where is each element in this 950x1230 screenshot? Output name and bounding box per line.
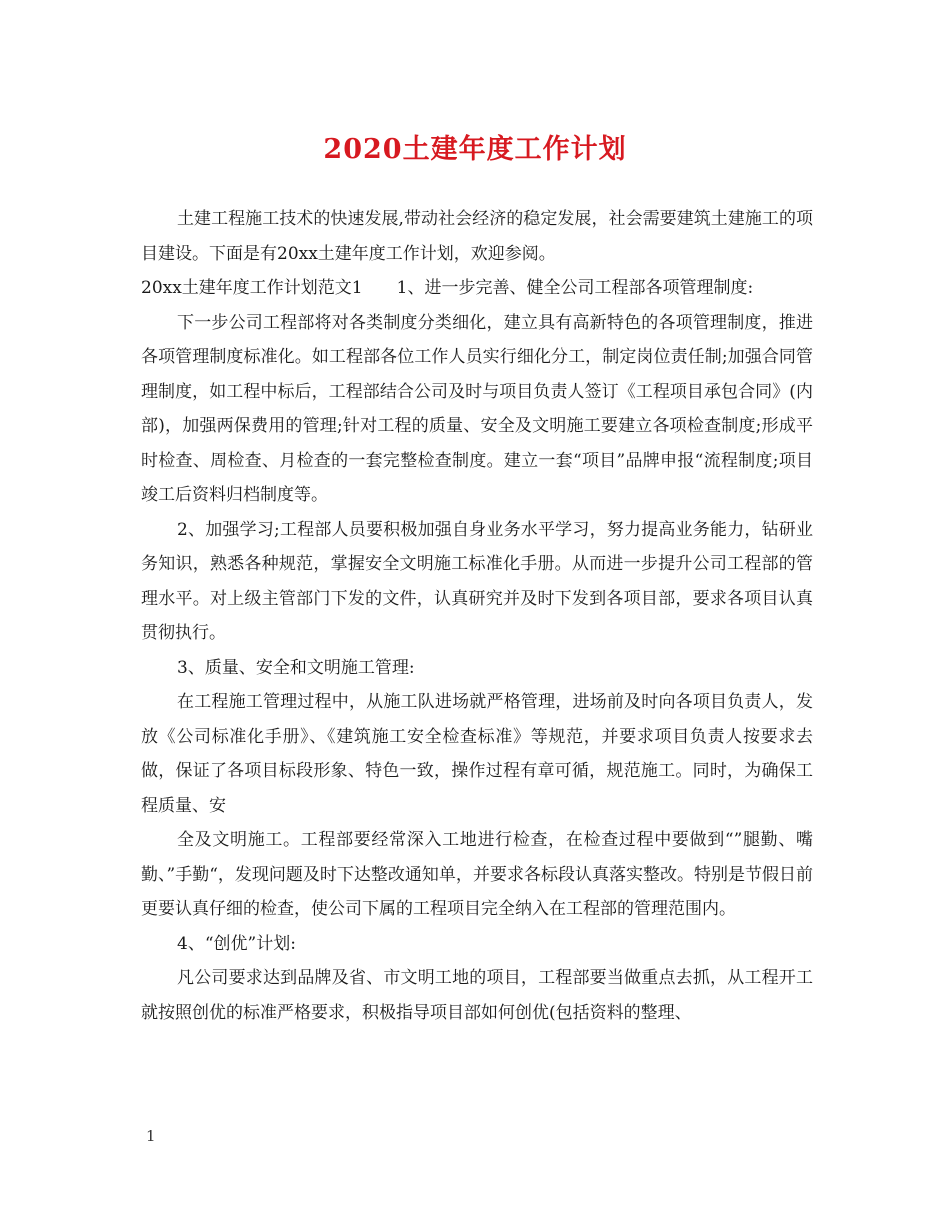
section-2-paragraph: 2、加强学习;工程部人员要积极加强自身业务水平学习，努力提高业务能力，钻研业务知识，熟悉各种规范，掌握安全文明施工标准化手册。从而进一步提升公司工程部的管理水平。对上级主管部门下发的文件，认真研究并及时下发到各项目部，要求各项目认真贯彻执行。 [141,519,813,643]
sample-heading: 20xx土建年度工作计划范文1 [141,278,363,298]
intro-paragraph: 土建工程施工技术的快速发展,带动社会经济的稳定发展，社会需要建筑土建施工的项目建设。下面是有20xx土建年度工作计划，欢迎参阅。 [141,209,813,264]
subheading-line [141,271,813,306]
document-body [141,202,813,1030]
section-1-paragraph: 下一步公司工程部将对各类制度分类细化，建立具有高新特色的各项管理制度，推进各项管理制度标准化。如工程部各位工作人员实行细化分工，制定岗位责任制;加强合同管理制度，如工程中标后，工程部结合公司及时与项目负责人签订《工程项目承包合同》(内部)，加强两保费用的管理;针对工程的质量、安全及文明施工要建立各项检查制度;形成平时检查、周检查、月检查的一套完整检查制度。建立一套“项目”品牌申报“流程制度;项目竣工后资料归档制度等。 [141,312,813,505]
section-4-heading: 4、“创优”计划: [177,933,296,954]
section-4-paragraph: 凡公司要求达到品牌及省、市文明工地的项目，工程部要当做重点去抓，从工程开工就按照创优的标准严格要求，积极指导项目部如何创优(包括资料的整理、 [141,968,813,1023]
section-3-heading: 3、质量、安全和文明施工管理: [177,657,415,678]
document-title: 2020土建年度工作计划 [323,134,627,165]
section-1-heading: 1、进一步完善、健全公司工程部各项管理制度: [396,278,754,298]
section-3-paragraph-b: 全及文明施工。工程部要经常深入工地进行检查，在检查过程中要做到“”腿勤、嘴勤、”手勤“，发现问题及时下达整改通知单，并要求各标段认真落实整改。特别是节假日前更要认真仔细的检查，使公司下属的工程项目完全纳入在工程部的管理范围内。 [141,830,813,919]
page-number: 1 [146,1127,156,1145]
section-3-paragraph-a: 在工程施工管理过程中，从施工队进场就严格管理，进场前及时向各项目负责人，发放《公司标准化手册》、《建筑施工安全检查标准》等规范，并要求项目负责人按要求去做，保证了各项目标段形象、特色一致，操作过程有章可循，规范施工。同时，为确保工程质量、安 [141,692,813,816]
